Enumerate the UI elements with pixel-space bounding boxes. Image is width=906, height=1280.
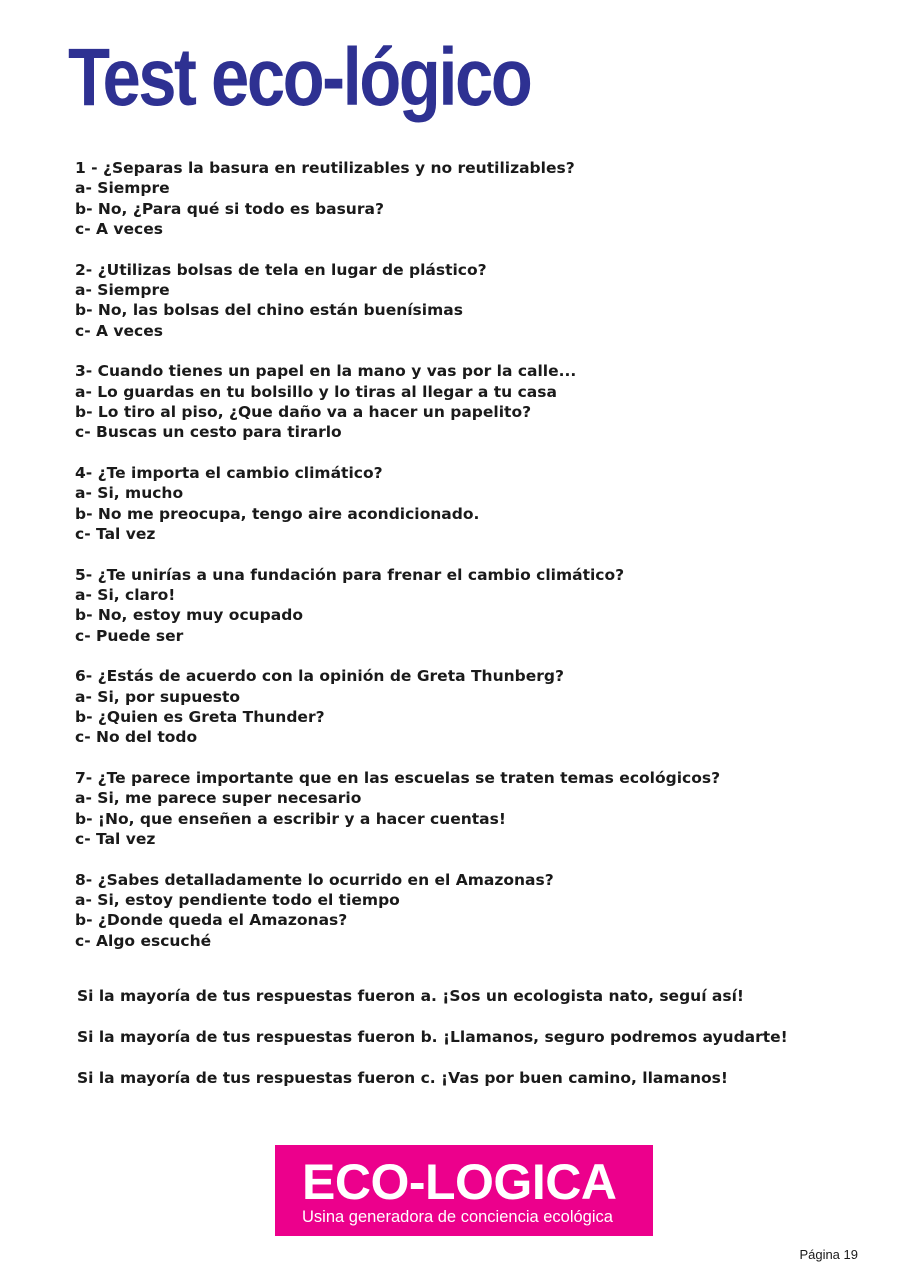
- question-text: 1 - ¿Separas la basura en reutilizables y no reutilizables?: [75, 159, 575, 177]
- answer-option-a: a- Si, me parece super necesario: [75, 789, 362, 808]
- answer-option-c: c- Algo escuché: [75, 931, 212, 950]
- question-block-8: [75, 870, 875, 951]
- question-block-5: [75, 565, 875, 646]
- answer-option-c: c- Tal vez: [75, 524, 156, 543]
- question-text: 7- ¿Te parece importante que en las escuelas se traten temas ecológicos?: [75, 769, 721, 788]
- answer-option-c: c- No del todo: [75, 728, 198, 747]
- answer-option-b: b- ¡No, que enseñen a escribir y a hacer cuentas!: [75, 809, 506, 828]
- answer-option-b: b- ¿Donde queda el Amazonas?: [75, 911, 348, 930]
- answer-option-a: a- Siempre: [75, 280, 170, 299]
- answer-option-b: b- Lo tiro al piso, ¿Que daño va a hacer un papelito?: [75, 402, 532, 421]
- question-text: 5- ¿Te unirías a una fundación para frenar el cambio climático?: [75, 565, 625, 584]
- answer-option-b: b- No, ¿Para qué si todo es basura?: [75, 199, 384, 218]
- answer-option-a: a- Si, claro!: [75, 586, 176, 605]
- eco-logica-logo: [275, 1145, 653, 1236]
- answer-option-b: b- No me preocupa, tengo aire acondicionado.: [75, 504, 480, 523]
- question-block-2: [75, 260, 875, 341]
- answer-option-c: c- A veces: [75, 219, 163, 238]
- answer-option-c: c- Buscas un cesto para tirarlo: [75, 423, 342, 442]
- result-b: Si la mayoría de tus respuestas fueron b. ¡Llamanos, seguro podremos ayudarte!: [77, 1028, 788, 1046]
- answer-option-a: a- Si, estoy pendiente todo el tiempo: [75, 891, 400, 910]
- question-text: 3- Cuando tienes un papel en la mano y vas por la calle...: [75, 362, 577, 381]
- question-text: 2- ¿Utilizas bolsas de tela en lugar de plástico?: [75, 260, 487, 279]
- question-text: 8- ¿Sabes detalladamente lo ocurrido en el Amazonas?: [75, 870, 554, 889]
- page-title: Test eco-lógico: [68, 32, 531, 123]
- answer-option-a: a- Si, por supuesto: [75, 687, 241, 706]
- questions-list: [75, 158, 875, 972]
- answer-option-c: c- Tal vez: [75, 830, 156, 849]
- answer-option-b: b- No, estoy muy ocupado: [75, 606, 303, 625]
- answer-option-a: a- Si, mucho: [75, 484, 184, 503]
- logo-tagline: Usina generadora de conciencia ecológica: [302, 1208, 613, 1226]
- answer-option-a: a- Lo guardas en tu bolsillo y lo tiras al llegar a tu casa: [75, 382, 557, 401]
- answer-option-c: c- Puede ser: [75, 626, 184, 645]
- answer-option-c: c- A veces: [75, 321, 163, 340]
- results-section: [77, 986, 877, 1109]
- answer-option-b: b- No, las bolsas del chino están buenísimas: [75, 301, 463, 320]
- question-text: 4- ¿Te importa el cambio climático?: [75, 464, 383, 483]
- result-c: Si la mayoría de tus respuestas fueron c. ¡Vas por buen camino, llamanos!: [77, 1069, 728, 1087]
- question-block-6: [75, 666, 875, 747]
- question-text: 6- ¿Estás de acuerdo con la opinión de Greta Thunberg?: [75, 667, 564, 686]
- page-number: Página 19: [799, 1247, 858, 1262]
- answer-option-b: b- ¿Quien es Greta Thunder?: [75, 708, 325, 727]
- question-block-1: [75, 158, 875, 239]
- logo-name: ECO-LOGICA: [302, 1154, 617, 1210]
- answer-option-a: a- Siempre: [75, 179, 170, 198]
- question-block-3: [75, 361, 875, 442]
- question-block-4: [75, 463, 875, 544]
- result-a: Si la mayoría de tus respuestas fueron a. ¡Sos un ecologista nato, seguí así!: [77, 987, 744, 1005]
- question-block-7: [75, 768, 875, 849]
